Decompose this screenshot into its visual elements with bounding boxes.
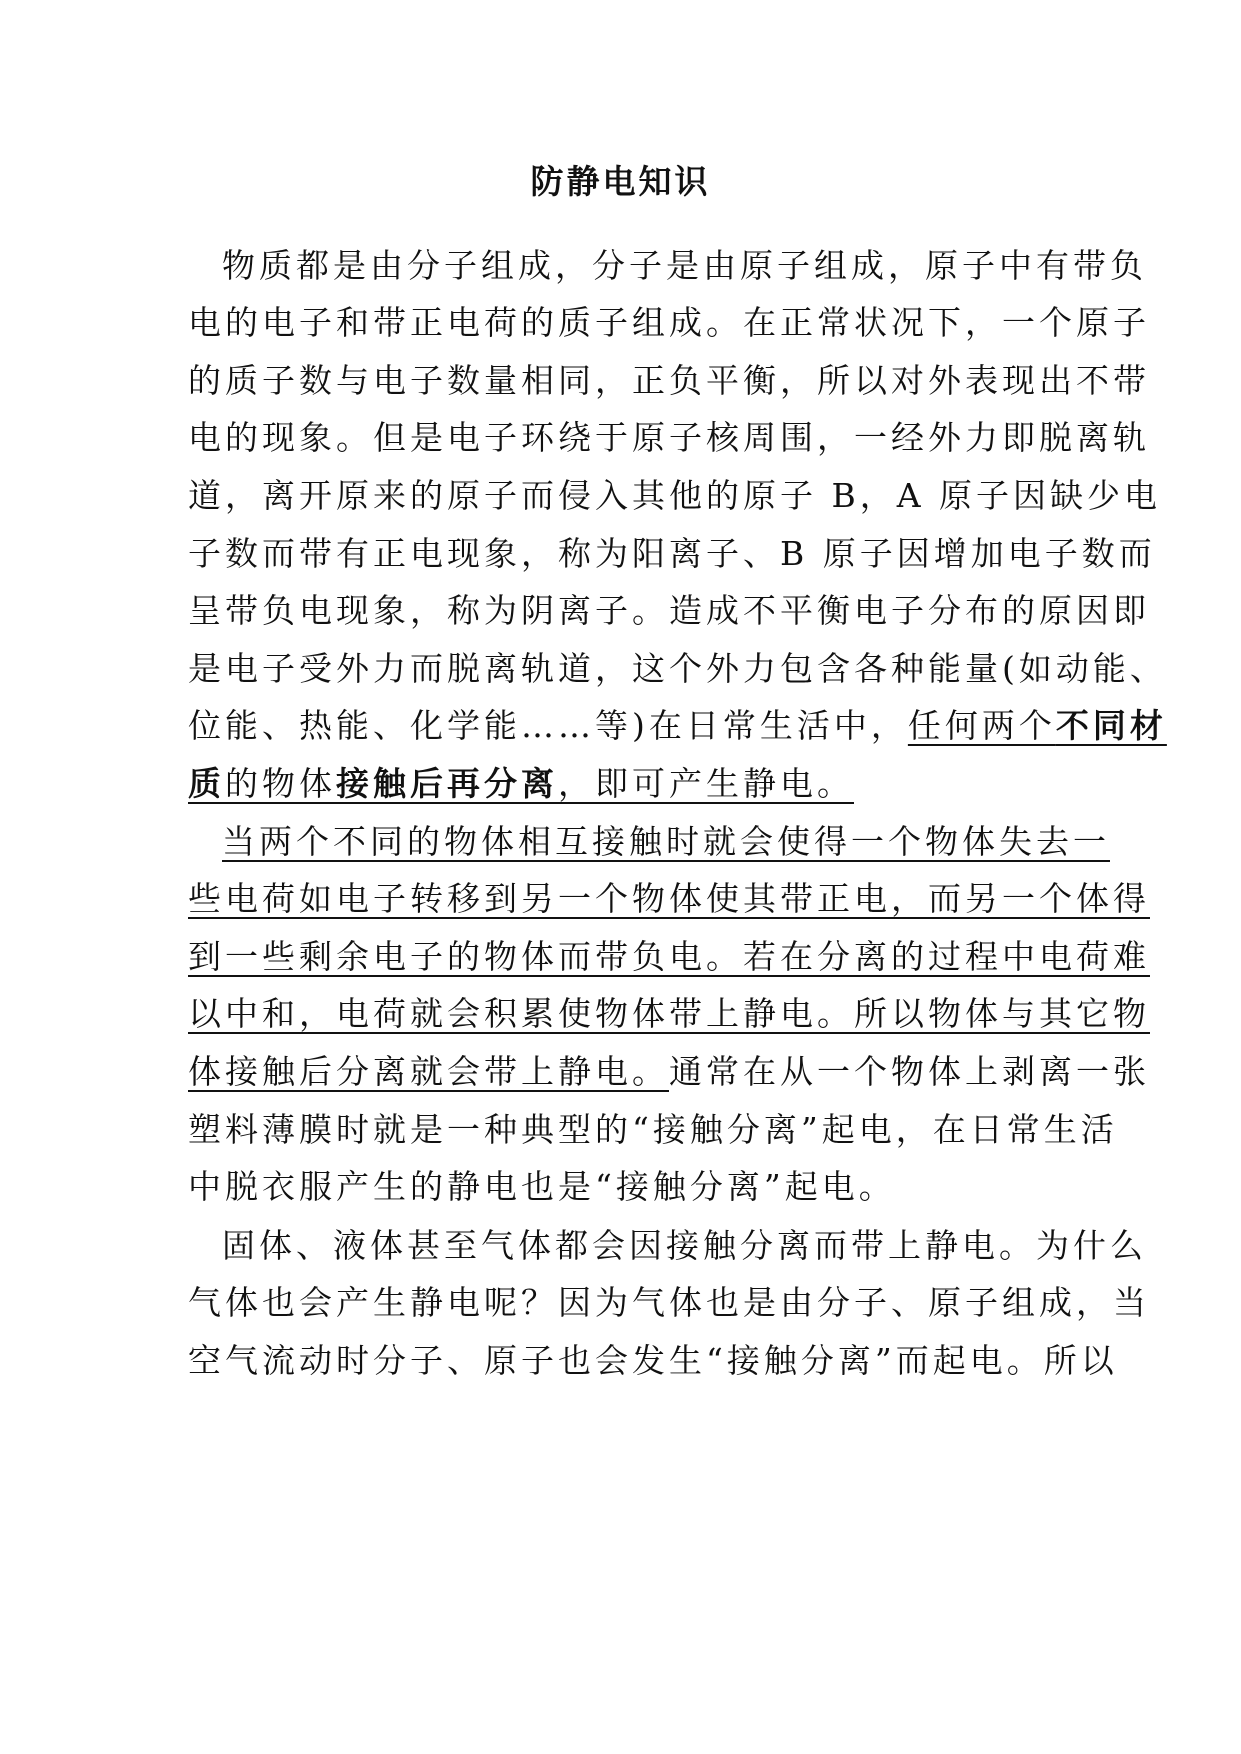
underlined-text: 任何两个 xyxy=(907,706,1056,745)
paragraph-line: 塑料薄膜时就是一种典型的“接触分离”起电，在日常生活 xyxy=(188,1110,1118,1149)
plain-text: 位能、热能、化学能……等)在日常生活中， xyxy=(188,706,908,745)
underlined-text: 体接触后分离就会带上静电。 xyxy=(188,1052,669,1091)
paragraph-line xyxy=(188,760,854,808)
paragraph-line: 电的电子和带正电荷的质子组成。在正常状况下，一个原子 xyxy=(188,303,1150,342)
paragraph-line: 呈带负电现象，称为阴离子。造成不平衡电子分布的原因即 xyxy=(188,591,1150,630)
plain-text: 通常在从一个物体上剥离一张 xyxy=(669,1052,1150,1091)
paragraph-line: 到一些剩余电子的物体而带负电。若在分离的过程中电荷难 xyxy=(188,937,1150,976)
underlined-text: ，即可产生静电。 xyxy=(558,764,854,803)
paragraph-line: 以中和，电荷就会积累使物体带上静电。所以物体与其它物 xyxy=(188,994,1150,1033)
paragraph-line xyxy=(188,1048,1150,1096)
paragraph-line: 电的现象。但是电子环绕于原子核周围，一经外力即脱离轨 xyxy=(188,418,1150,457)
paragraph-line: 中脱衣服产生的静电也是“接触分离”起电。 xyxy=(188,1167,896,1206)
paragraph-line: 子数而带有正电现象，称为阳离子、B 原子因增加电子数而 xyxy=(188,534,1156,573)
paragraph-line: 些电荷如电子转移到另一个物体使其带正电，而另一个体得 xyxy=(188,879,1150,918)
document-title: 防静电知识 xyxy=(530,162,711,201)
paragraph-line: 空气流动时分子、原子也会发生“接触分离”而起电。所以 xyxy=(188,1341,1118,1380)
paragraph-line: 当两个不同的物体相互接触时就会使得一个物体失去一 xyxy=(222,822,1110,861)
paragraph-line: 气体也会产生静电呢？因为气体也是由分子、原子组成，当 xyxy=(188,1283,1150,1322)
paragraph-line: 的质子数与电子数量相同，正负平衡，所以对外表现出不带 xyxy=(188,361,1150,400)
paragraph-line: 物质都是由分子组成，分子是由原子组成，原子中有带负 xyxy=(222,246,1147,285)
paragraph-line: 固体、液体甚至气体都会因接触分离而带上静电。为什么 xyxy=(222,1226,1147,1265)
paragraph-line xyxy=(188,702,1167,750)
emphasized-text: 不同材 xyxy=(1055,706,1167,745)
underlined-text: 的物体 xyxy=(225,764,336,803)
emphasized-text: 质 xyxy=(188,764,225,803)
paragraph-line: 道，离开原来的原子而侵入其他的原子 B，A 原子因缺少电 xyxy=(188,476,1162,515)
paragraph-line: 是电子受外力而脱离轨道，这个外力包含各种能量(如动能、 xyxy=(188,649,1167,688)
emphasized-text: 接触后再分离 xyxy=(336,764,558,803)
